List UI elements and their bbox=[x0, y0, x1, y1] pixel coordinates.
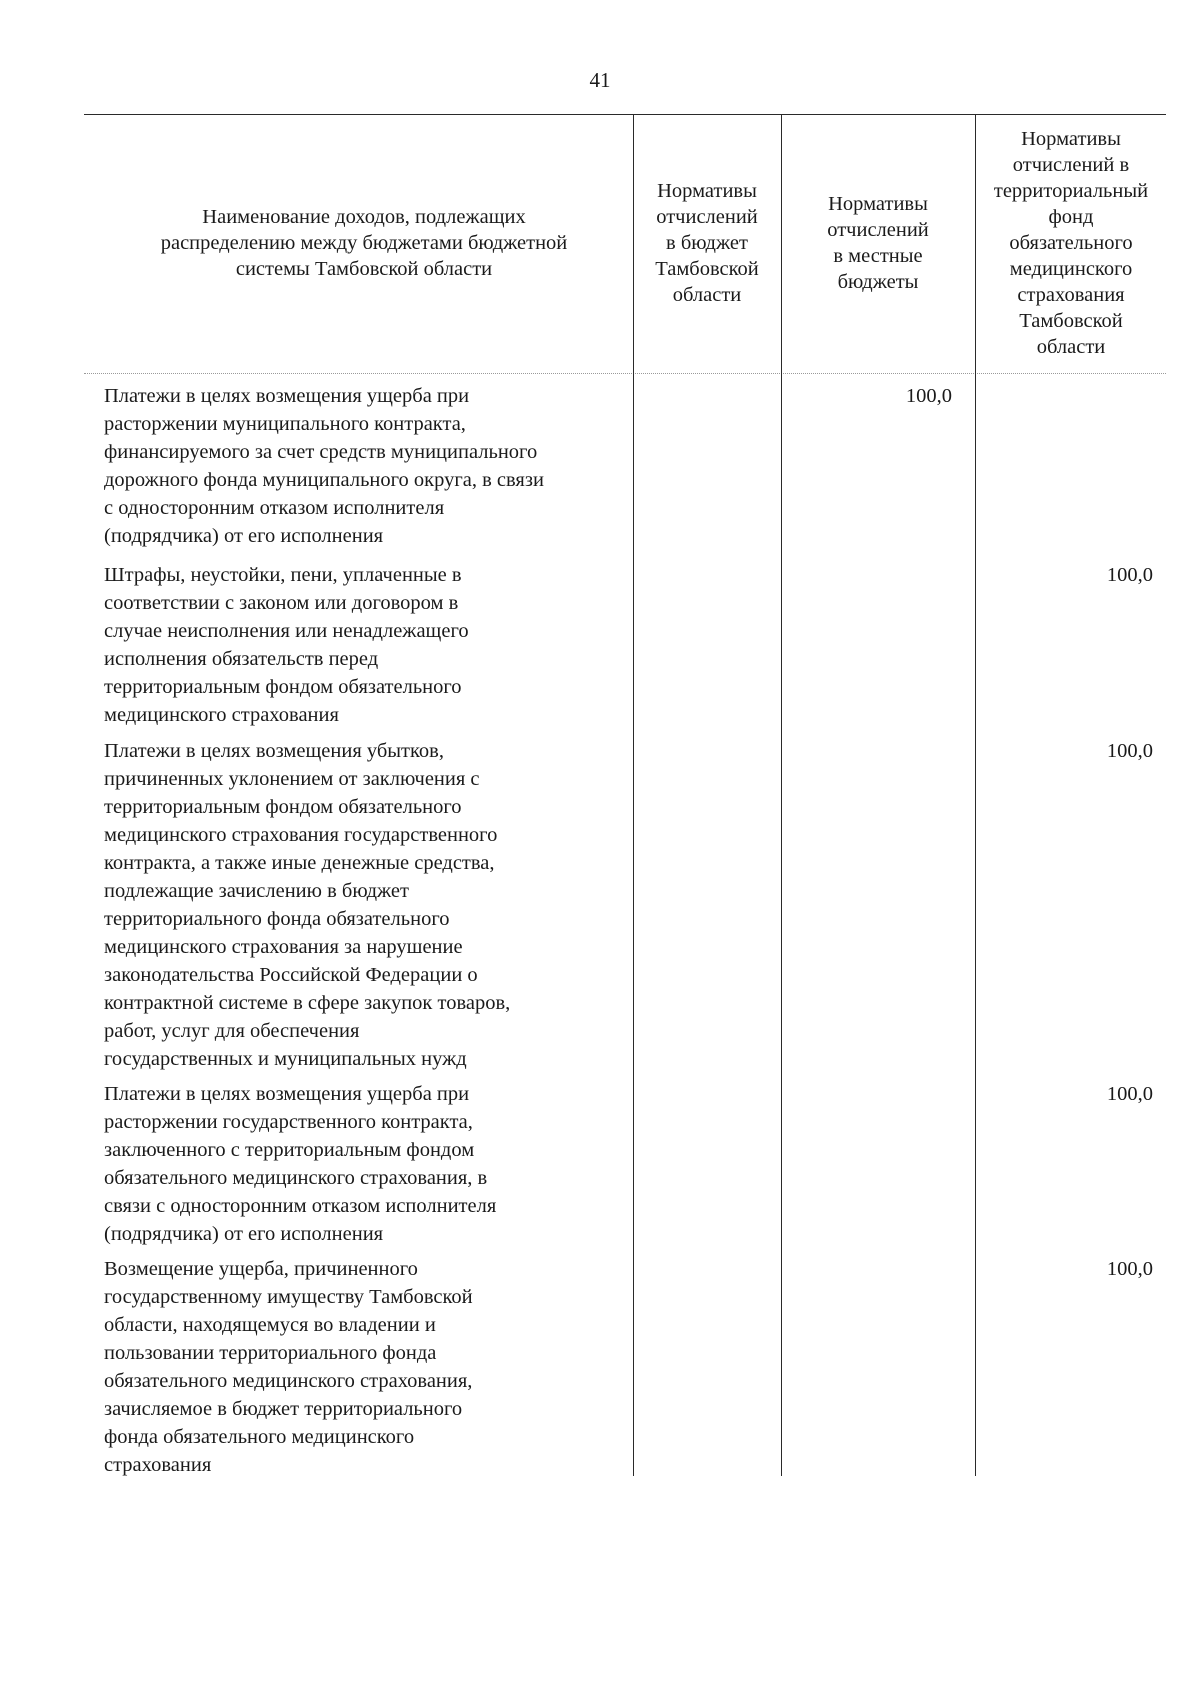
header-tfoms: Нормативы отчислений в территориальный фонд обязательного медицинского страхования Тамбовской области bbox=[993, 128, 1149, 358]
row-tfoms-value: 100,0 bbox=[1106, 1083, 1153, 1105]
header-local-budgets: Нормативы отчислений в местные бюджеты bbox=[827, 193, 929, 293]
row-income-name: Платежи в целях возмещения ущерба при расторжении муниципального контракта, финансируемого за счет средств муниципального дорожного фонда муниципального округа, в связи с односторонним отказом исполнителя (подрядчика) от его исполнения bbox=[104, 385, 544, 547]
row-tfoms-value: 100,0 bbox=[1106, 740, 1153, 762]
row-tfoms-value: 100,0 bbox=[1106, 1258, 1153, 1280]
page-number: 41 bbox=[589, 68, 611, 92]
row-tfoms-value: 100,0 bbox=[1106, 564, 1153, 586]
header-bottom-rule bbox=[84, 373, 1166, 374]
header-income-name: Наименование доходов, подлежащих распределению между бюджетами бюджетной системы Тамбовской области bbox=[160, 206, 568, 280]
row-income-name: Платежи в целях возмещения убытков, причиненных уклонением от заключения с территориальным фондом обязательного медицинского страхования государственного контракта, а также иные денежные средства, подлежащие зачислению в бюджет территориального фонда обязательного медицинского страхования за нарушение законодательства Российской Федерации о контрактной системе в сфере закупок товаров, работ, услуг для обеспечения государственных и муниципальных нужд bbox=[104, 740, 511, 1070]
row-income-name: Штрафы, неустойки, пени, уплаченные в соответствии с законом или договором в случае неисполнения или ненадлежащего исполнения обязательств перед территориальным фондом обязательного медицинского страхования bbox=[104, 564, 469, 726]
row-local-value: 100,0 bbox=[905, 385, 952, 407]
row-income-name: Возмещение ущерба, причиненного государственному имуществу Тамбовской области, находящемуся во владении и пользовании территориального фонда обязательного медицинского страхования, зачисляемое в бюджет территориального фонда обязательного медицинского страхования bbox=[104, 1258, 473, 1476]
header-regional-budget: Нормативы отчислений в бюджет Тамбовской области bbox=[655, 180, 759, 306]
row-income-name: Платежи в целях возмещения ущерба при расторжении государственного контракта, заключенного с территориальным фондом обязательного медицинского страхования, в связи с односторонним отказом исполнителя (подрядчика) от его исполнения bbox=[104, 1083, 497, 1245]
